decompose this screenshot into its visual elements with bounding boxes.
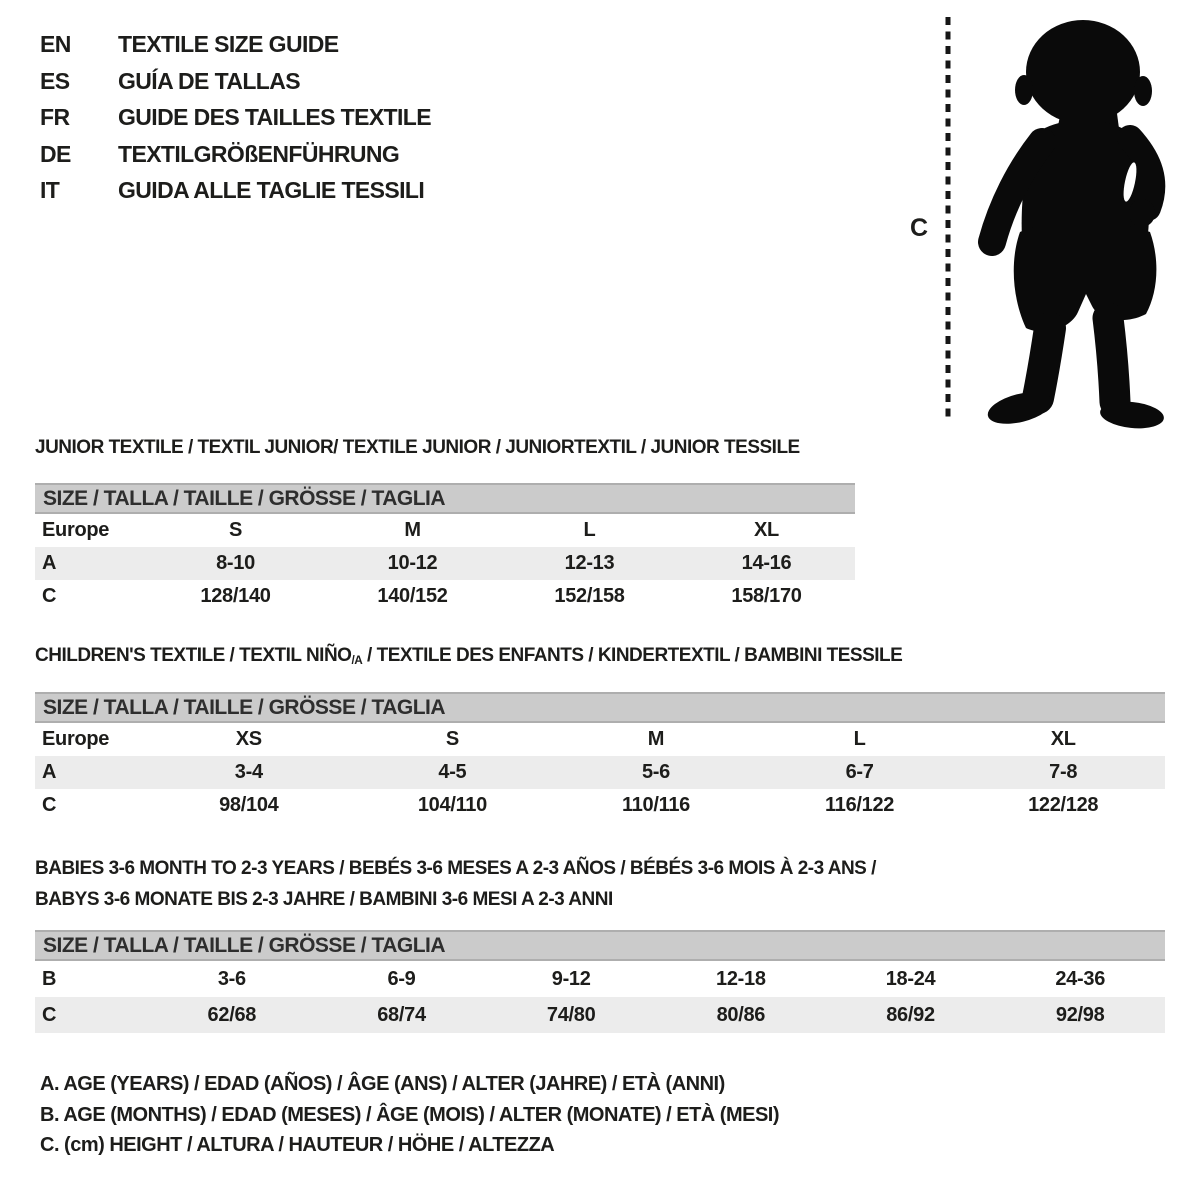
guide-title: GUIDE DES TAILLES TEXTILE [118, 104, 431, 131]
legend-line-b: B. AGE (MONTHS) / EDAD (MESES) / ÂGE (MOIS) / ALTER (MONATE) / ETÀ (MESI) [40, 1103, 780, 1126]
row-label: A [42, 552, 57, 574]
row-label: C [42, 1003, 57, 1026]
size-value: 12-13 [564, 552, 615, 574]
size-value: 62/68 [207, 1003, 257, 1026]
row-label: B [42, 967, 57, 990]
language-code: DE [40, 140, 71, 167]
language-code: ES [40, 67, 70, 94]
size-value: S [228, 519, 243, 541]
section-title-segment: CHILDREN'S TEXTILE / TEXTIL NIÑO [35, 645, 352, 666]
language-code: EN [40, 31, 71, 57]
size-value: 10-12 [387, 552, 438, 574]
table-row-europe [35, 514, 855, 547]
size-value: 8-10 [216, 552, 255, 574]
height-figure [880, 8, 1190, 433]
size-value: 5-6 [641, 761, 670, 783]
size-value: 4-5 [438, 761, 467, 783]
size-value: 6-9 [387, 967, 416, 990]
section-title-segment: JUNIOR TEXTILE / TEXTIL JUNIOR/ TEXTILE JUNIOR / JUNIORTEXTIL / JUNIOR TESSILE [35, 437, 800, 458]
legend-line-a: A. AGE (YEARS) / EDAD (AÑOS) / ÂGE (ANS) / ALTER (JAHRE) / ETÀ (ANNI) [40, 1073, 725, 1095]
language-row-es [40, 63, 431, 100]
size-table-junior [35, 514, 855, 613]
size-value: 3-6 [217, 967, 246, 990]
section-title-segment: BABYS 3-6 MONATE BIS 2-3 JAHRE / BAMBINI 3-6 MESI A 2-3 ANNI [35, 889, 613, 910]
row-label: C [42, 794, 57, 816]
row-label: Europe [42, 728, 110, 750]
section-title [35, 436, 855, 459]
table-row-c [35, 580, 855, 613]
guide-title: TEXTILE SIZE GUIDE [118, 31, 339, 57]
guide-title: GUÍA DE TALLAS [118, 67, 300, 94]
table-row-a [35, 547, 855, 580]
language-row-fr [40, 99, 431, 136]
size-table-header [35, 483, 855, 514]
section-babies-textile [35, 853, 1165, 1033]
size-value: 18-24 [885, 967, 936, 990]
size-value: 140/152 [377, 585, 448, 607]
guide-title: GUIDA ALLE TAGLIE TESSILI [118, 177, 425, 204]
section-title-segment: /A [351, 654, 363, 667]
size-value: 12-18 [716, 967, 766, 990]
size-value: 116/122 [825, 794, 895, 816]
size-value: L [583, 519, 596, 541]
row-label: Europe [42, 519, 110, 541]
toddler-silhouette-icon [950, 10, 1180, 430]
section-title [35, 644, 1165, 669]
size-value: 104/110 [417, 794, 487, 816]
table-row-a [35, 756, 1165, 789]
row-label: C [42, 585, 57, 607]
size-value: 110/116 [621, 794, 690, 816]
section-title-segment: / TEXTILE DES ENFANTS / KINDERTEXTIL / BAMBINI TESSILE [362, 645, 903, 666]
language-title-list [40, 26, 431, 209]
size-value: XL [1050, 728, 1076, 750]
section-children-textile [35, 644, 1165, 822]
size-value: 128/140 [200, 585, 271, 607]
size-value: S [445, 728, 459, 750]
legend [40, 1069, 779, 1161]
section-junior-textile [35, 436, 855, 613]
size-value: XL [754, 519, 779, 541]
guide-title: TEXTILGRÖßENFÜHRUNG [118, 140, 400, 167]
size-value: 7-8 [1049, 761, 1078, 783]
table-row-c [35, 789, 1165, 822]
language-code: FR [40, 104, 70, 131]
size-table-header [35, 692, 1165, 723]
size-value: 80/86 [716, 1003, 766, 1026]
size-value: XS [235, 728, 262, 750]
size-value: 24-36 [1055, 967, 1106, 990]
size-value: 6-7 [845, 761, 874, 783]
section-title [35, 853, 1165, 915]
section-title-segment: BABIES 3-6 MONTH TO 2-3 YEARS / BEBÉS 3-6 MESES A 2-3 AÑOS / BÉBÉS 3-6 MOIS À 2-3 ANS / [35, 858, 876, 879]
size-value: 14-16 [741, 552, 792, 574]
language-row-de [40, 136, 431, 173]
size-value: 152/158 [554, 585, 625, 607]
language-row-en [40, 26, 431, 63]
language-row-it [40, 172, 431, 209]
size-value: 74/80 [546, 1003, 596, 1026]
size-value: M [647, 728, 665, 750]
size-table-children [35, 723, 1165, 822]
size-value: 92/98 [1055, 1003, 1105, 1026]
size-table-header [35, 930, 1165, 961]
table-row-b [35, 961, 1165, 997]
size-value: 98/104 [219, 794, 279, 816]
size-value: 158/170 [731, 585, 802, 607]
size-value: 122/128 [1028, 794, 1099, 816]
size-value: 3-4 [234, 761, 263, 783]
size-value: 68/74 [377, 1003, 426, 1026]
height-measure-label: C [910, 214, 929, 242]
size-table-header-label: SIZE / TALLA / TAILLE / GRÖSSE / TAGLIA [43, 487, 446, 510]
size-table-header-label: SIZE / TALLA / TAILLE / GRÖSSE / TAGLIA [43, 934, 446, 957]
legend-line-c: C. (cm) HEIGHT / ALTURA / HAUTEUR / HÖHE / ALTEZZA [40, 1134, 555, 1157]
table-row-europe [35, 723, 1165, 756]
size-table-header-label: SIZE / TALLA / TAILLE / GRÖSSE / TAGLIA [43, 696, 446, 719]
size-table-babies [35, 961, 1165, 1033]
size-value: 9-12 [551, 967, 591, 990]
language-code: IT [40, 177, 60, 204]
size-value: 86/92 [886, 1003, 935, 1026]
size-value: M [404, 519, 421, 541]
row-label: A [42, 761, 57, 783]
size-value: L [853, 728, 866, 750]
table-row-c [35, 997, 1165, 1033]
